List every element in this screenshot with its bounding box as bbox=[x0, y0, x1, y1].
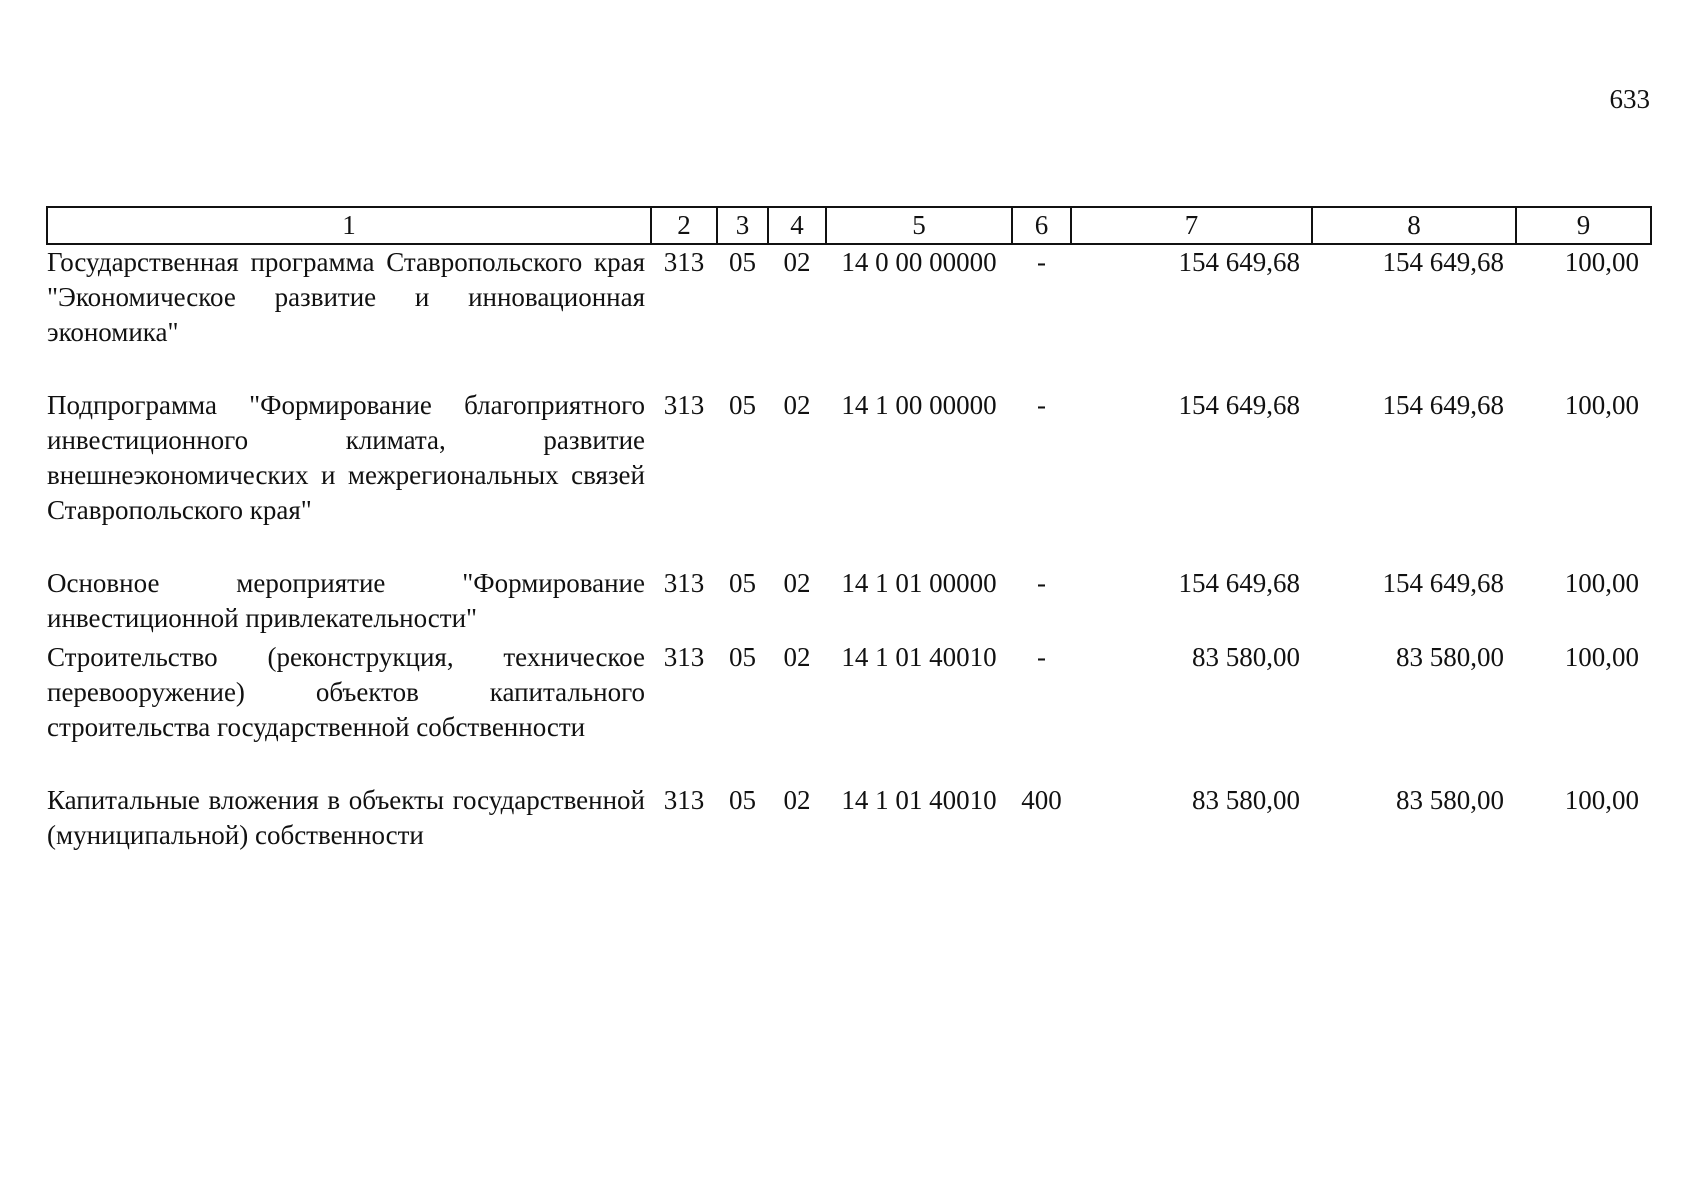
cell-col8: 154 649,68 bbox=[1382, 390, 1504, 420]
cell-col5: 14 1 00 00000 bbox=[841, 390, 997, 420]
column-header: 3 bbox=[717, 207, 768, 244]
cell-col5: 14 0 00 00000 bbox=[841, 247, 997, 277]
table-row bbox=[47, 640, 1651, 783]
table-row bbox=[47, 566, 1651, 640]
cell-col2: 313 bbox=[663, 785, 705, 815]
cell-col3: 05 bbox=[729, 247, 756, 277]
cell-col4: 02 bbox=[783, 568, 811, 598]
row-name: Строительство (реконструкция, техническое перевооружение) объектов капитального строительства государственной собственности bbox=[47, 642, 645, 742]
page-number: 633 bbox=[1609, 84, 1650, 114]
cell-col4: 02 bbox=[783, 785, 811, 815]
cell-col8: 83 580,00 bbox=[1396, 785, 1504, 815]
column-header: 8 bbox=[1312, 207, 1516, 244]
cell-col7: 154 649,68 bbox=[1178, 568, 1300, 598]
row-name: Государственная программа Ставропольского края "Экономическое развитие и инновационная экономика" bbox=[47, 247, 645, 347]
column-header: 7 bbox=[1071, 207, 1312, 244]
column-header: 4 bbox=[768, 207, 826, 244]
cell-col7: 83 580,00 bbox=[1192, 785, 1300, 815]
column-number-header-row bbox=[47, 207, 1651, 244]
column-header: 1 bbox=[47, 207, 651, 244]
cell-col7: 154 649,68 bbox=[1178, 390, 1300, 420]
column-header: 2 bbox=[651, 207, 717, 244]
table-row bbox=[47, 783, 1651, 853]
cell-col4: 02 bbox=[783, 642, 811, 672]
cell-col9: 100,00 bbox=[1564, 568, 1639, 598]
cell-col5: 14 1 01 40010 bbox=[841, 785, 997, 815]
cell-col2: 313 bbox=[663, 642, 705, 672]
cell-col9: 100,00 bbox=[1564, 642, 1639, 672]
budget-table bbox=[46, 206, 1652, 853]
cell-col8: 154 649,68 bbox=[1382, 247, 1504, 277]
cell-col6: - bbox=[1037, 642, 1046, 672]
row-name: Основное мероприятие "Формирование инвестиционной привлекательности" bbox=[47, 568, 645, 633]
cell-col7: 154 649,68 bbox=[1178, 247, 1300, 277]
column-header: 9 bbox=[1516, 207, 1651, 244]
cell-col4: 02 bbox=[783, 390, 811, 420]
cell-col7: 83 580,00 bbox=[1192, 642, 1300, 672]
cell-col9: 100,00 bbox=[1564, 247, 1639, 277]
cell-col6: - bbox=[1037, 568, 1046, 598]
row-name: Подпрограмма "Формирование благоприятного инвестиционного климата, развитие внешнеэкономических и межрегиональных связей Ставропольского края" bbox=[47, 390, 645, 525]
cell-col4: 02 bbox=[783, 247, 811, 277]
column-header: 6 bbox=[1012, 207, 1071, 244]
cell-col3: 05 bbox=[729, 390, 756, 420]
cell-col9: 100,00 bbox=[1564, 785, 1639, 815]
cell-col6: - bbox=[1037, 390, 1046, 420]
cell-col3: 05 bbox=[729, 785, 756, 815]
cell-col8: 83 580,00 bbox=[1396, 642, 1504, 672]
column-header: 5 bbox=[826, 207, 1012, 244]
cell-col5: 14 1 01 40010 bbox=[841, 642, 997, 672]
cell-col3: 05 bbox=[729, 568, 756, 598]
row-name: Капитальные вложения в объекты государственной (муниципальной) собственности bbox=[47, 785, 645, 850]
table-row bbox=[47, 244, 1651, 388]
cell-col2: 313 bbox=[663, 247, 705, 277]
cell-col5: 14 1 01 00000 bbox=[841, 568, 997, 598]
cell-col2: 313 bbox=[663, 568, 705, 598]
cell-col6: 400 bbox=[1021, 785, 1062, 815]
table-row bbox=[47, 388, 1651, 566]
cell-col9: 100,00 bbox=[1564, 390, 1639, 420]
cell-col8: 154 649,68 bbox=[1382, 568, 1504, 598]
cell-col2: 313 bbox=[663, 390, 705, 420]
cell-col6: - bbox=[1037, 247, 1046, 277]
cell-col3: 05 bbox=[729, 642, 756, 672]
